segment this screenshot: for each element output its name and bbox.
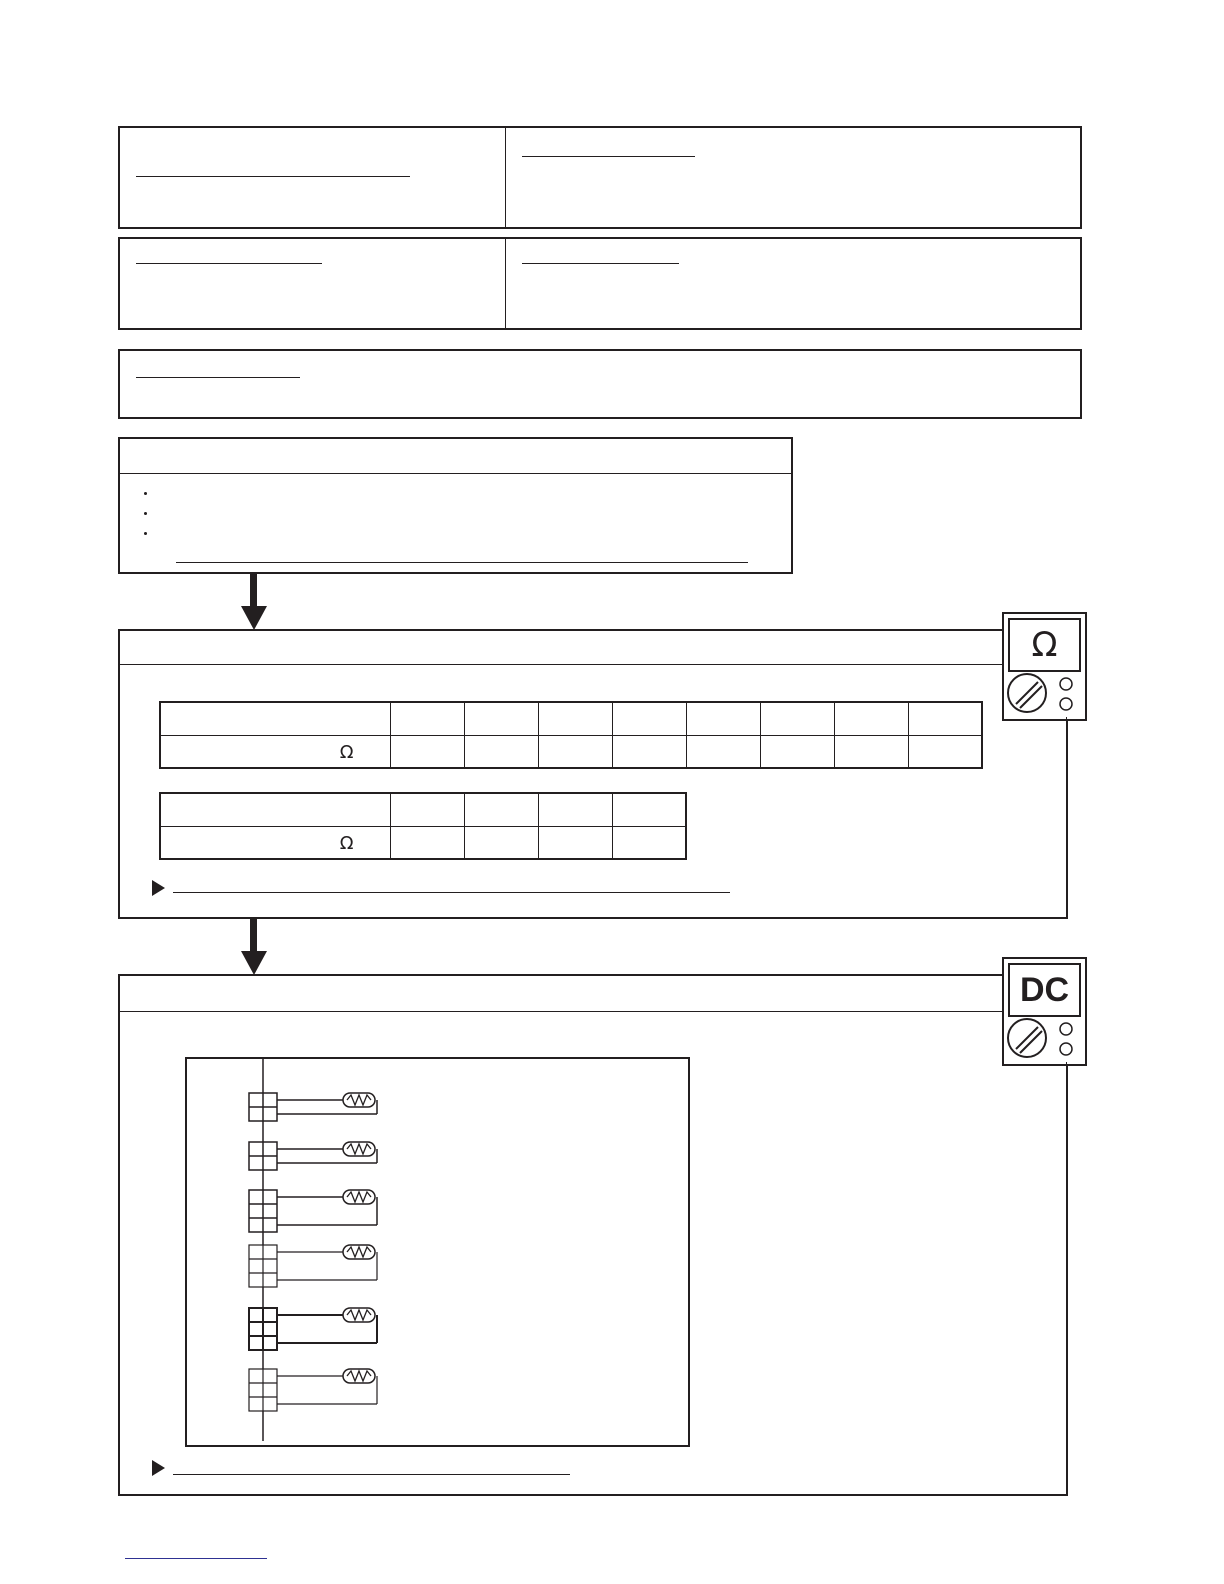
thermistor-connector-4 [249, 1245, 377, 1287]
arrow-down-icon [240, 919, 268, 975]
title-divider [120, 1011, 1004, 1012]
field-underline [522, 156, 695, 157]
header-row-2 [118, 237, 1082, 330]
field-underline [176, 562, 748, 563]
precheck-box [118, 437, 793, 574]
resistance-table-2 [159, 792, 687, 860]
thermistor-connector-6 [249, 1369, 377, 1411]
bullet [144, 512, 147, 515]
sensor-wiring-diagram [185, 1057, 690, 1447]
step-link-underline[interactable] [173, 892, 730, 893]
wiring-svg [187, 1059, 684, 1441]
bullet [144, 532, 147, 535]
ohm-unit: Ω [339, 832, 354, 854]
dial-icon [1006, 672, 1082, 716]
table-row [160, 793, 686, 826]
header-row-1 [118, 126, 1082, 229]
table-row [160, 702, 982, 735]
field-underline [522, 263, 679, 264]
bullet [144, 492, 147, 495]
meter-lead [1066, 1062, 1067, 1494]
play-arrow-icon [152, 880, 165, 896]
meter-lead [1066, 717, 1067, 918]
play-arrow-icon [152, 1460, 165, 1476]
ohmmeter [1002, 612, 1087, 721]
thermistor-connector-5 [249, 1308, 377, 1350]
dial-icon [1006, 1017, 1082, 1061]
thermistor-connector-1 [249, 1093, 377, 1121]
header-divider [505, 239, 506, 328]
header-row-3 [118, 349, 1082, 419]
step-link-underline[interactable] [173, 1474, 570, 1475]
resistance-table-1 [159, 701, 983, 769]
footer-link-underline[interactable] [125, 1558, 267, 1559]
ohm-unit: Ω [339, 741, 354, 763]
resistance-check-box [118, 629, 1068, 919]
table-row [160, 826, 686, 859]
precheck-title-divider [120, 473, 791, 474]
field-underline [136, 176, 410, 177]
table-row [160, 735, 982, 768]
header-divider [505, 128, 506, 227]
dc-voltmeter [1002, 957, 1087, 1066]
thermistor-connector-2 [249, 1142, 377, 1170]
field-underline [136, 263, 322, 264]
field-underline [136, 377, 300, 378]
thermistor-connector-3 [249, 1190, 377, 1232]
title-divider [120, 664, 1004, 665]
meter-display: Ω [1008, 618, 1081, 672]
meter-display: DC [1008, 963, 1081, 1017]
arrow-down-icon [240, 574, 268, 630]
